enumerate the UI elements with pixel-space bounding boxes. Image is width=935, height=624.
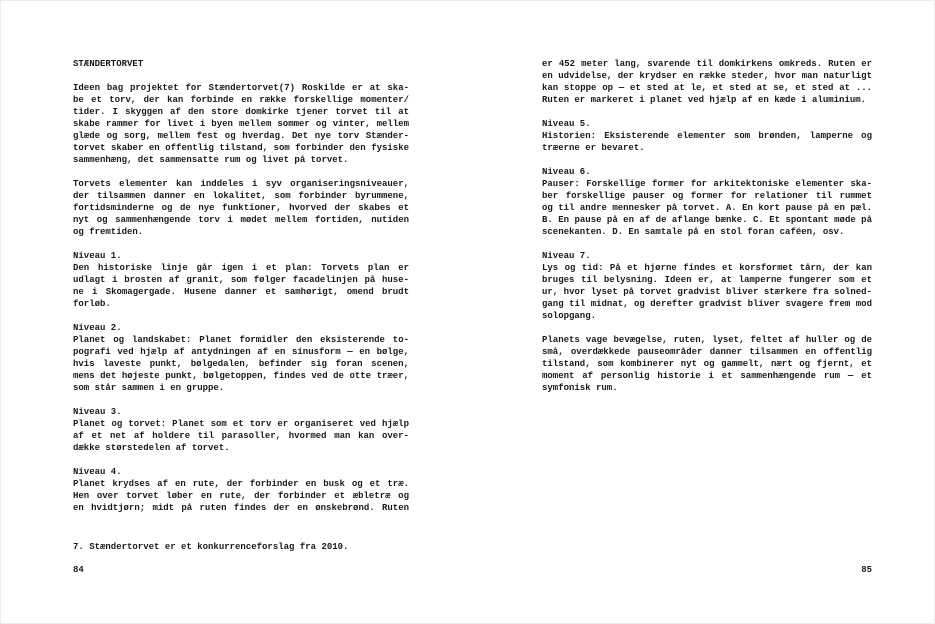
text-line: udlagt i brosten af granit, som følger facadelinjen på huse- [73, 275, 409, 285]
section-heading: Niveau 4. [73, 467, 122, 477]
text-line: af et net af holdere til parasoller, hvormed man kan over- [73, 431, 409, 441]
section-heading: Niveau 1. [73, 251, 122, 261]
section [542, 166, 872, 238]
text-line: scenekanten. D. En samtale på en stol foran caféen, osv. [542, 227, 845, 237]
text-line: be et torv, der kan forbinde en række forskellige momenter/ [73, 95, 409, 105]
text-line: B. En pause på en af de aflange bænke. C. Et spontant møde på [542, 215, 872, 225]
text-line: fortidsminderne og de nye funktioner, hvorved der skabes et [73, 203, 409, 213]
section [542, 250, 872, 322]
text-line: hvis laveste punkt, bølgedalen, befinder sig foran scenen, [73, 359, 409, 369]
footnote: 7. Stændertorvet er et konkurrenceforslag fra 2010. [73, 542, 349, 552]
text-line: Historien: Eksisterende elementer som brønden, lamperne og [542, 131, 872, 141]
paragraph [73, 82, 409, 166]
text-line: glæde og sorg, mellem fest og hverdag. Det nye torv Stænder- [73, 131, 409, 141]
text-line: ur, hvor lyset på torvet gradvist bliver stærkere fra solned- [542, 287, 872, 297]
text-line: bruges til belysning. Ideen er, at lamperne fungerer som et [542, 275, 872, 285]
section-heading: Niveau 6. [542, 167, 591, 177]
text-line: gang til midnat, og derefter gradvist bliver svagere frem mod [542, 299, 872, 309]
text-line: er 452 meter lang, svarende til domkirkens omkreds. Ruten er [542, 59, 872, 69]
text-line: Pauser: Forskellige former for arkitektoniske elementer ska- [542, 179, 872, 189]
text-line: en hvidtjørn; midt på ruten findes der en ønskebrønd. Ruten [73, 503, 409, 513]
text-line: Den historiske linje går igen i et plan: Torvets plan er [73, 263, 409, 273]
text-line: tider. I skyggen af den store domkirke tjener torvet til at [73, 107, 409, 117]
text-line: Planet krydses af en rute, der forbinder en busk og et træ. [73, 479, 409, 489]
text-line: symfonisk rum. [542, 383, 618, 393]
page-right [468, 0, 935, 624]
text-line: som står sammen i en gruppe. [73, 383, 225, 393]
text-line: skabe rammer for livet i byen mellem sommer og vinter, mellem [73, 119, 409, 129]
text-line: Ruten er markeret i planet ved hjælp af en kæde i aluminium. [542, 95, 867, 105]
paragraph [542, 58, 872, 106]
text-line: solopgang. [542, 311, 597, 321]
left-page-paragraphs [73, 82, 409, 514]
section [73, 322, 409, 394]
text-line: Planets vage bevægelse, ruten, lyset, feltet af huller og de [542, 335, 872, 345]
text-line: små, overdækkede pauseområder danner tilsammen en offentlig [542, 347, 872, 357]
page-number-left: 84 [73, 565, 84, 575]
text-line: og fremtiden. [73, 227, 144, 237]
section-heading: Niveau 7. [542, 251, 591, 261]
section [73, 406, 409, 454]
text-line: mens det højeste punkt, bølgetoppen, findes ved de otte træer, [73, 371, 409, 381]
text-line: Planet og torvet: Planet som et torv er organiseret ved hjælp [73, 419, 409, 429]
text-line: ne i Skomagergade. Husene danner et samhørigt, omend brudt [73, 287, 409, 297]
text-line: Ideen bag projektet for Stændertorvet(7) Roskilde er at ska- [73, 83, 409, 93]
section-heading: Niveau 3. [73, 407, 122, 417]
text-line: tilstand, som kombinerer nyt og gammelt, nært og fjernt, et [542, 359, 872, 369]
page-left [0, 0, 467, 624]
paragraph [542, 334, 872, 394]
text-line: Lys og tid: På et hjørne findes et korsformet tårn, der kan [542, 263, 872, 273]
left-text-column [73, 58, 409, 514]
section [73, 466, 409, 514]
right-page-paragraphs [542, 58, 872, 394]
text-line: træerne er bevaret. [542, 143, 645, 153]
text-line: torvet skaber en offentlig tilstand, som forbinder den fysiske [73, 143, 409, 153]
text-line: nyt og sammenhængende torv i mødet mellem fortiden, nutiden [73, 215, 409, 225]
right-text-column [542, 58, 872, 394]
text-line: pografi ved hjælp af antydningen af en sinusform — en bølge, [73, 347, 409, 357]
text-line: moment af personlig historie i et sammenhængende rum — et [542, 371, 872, 381]
chapter-title: STÆNDERTORVET [73, 59, 144, 69]
text-line: sammenhæng, det sammensatte rum og livet på torvet. [73, 155, 349, 165]
text-line: kan stoppe op — et sted at le, et sted at se, et sted at ... [542, 83, 872, 93]
text-line: ber forskellige pauser og former for relationer til rummet [542, 191, 872, 201]
text-line: dække størstedelen af torvet. [73, 443, 230, 453]
section [542, 118, 872, 154]
page-number-right: 85 [861, 565, 872, 575]
paragraph [73, 178, 409, 238]
text-line: Torvets elementer kan inddeles i syv organiseringsniveauer, [73, 179, 409, 189]
text-line: Planet og landskabet: Planet formidler den eksisterende to- [73, 335, 409, 345]
text-line: der tilsammen danner en lokalitet, som forbinder byrummene, [73, 191, 409, 201]
section-heading: Niveau 5. [542, 119, 591, 129]
text-line: forløb. [73, 299, 111, 309]
section [73, 250, 409, 310]
text-line: en udvidelse, der krydser en række steder, hvor man naturligt [542, 71, 872, 81]
text-line: Hen over torvet løber en rute, der forbinder et æbletræ og [73, 491, 409, 501]
section-heading: Niveau 2. [73, 323, 122, 333]
text-line: og til andre mennesker på torvet. A. En kort pause på en pæl. [542, 203, 872, 213]
